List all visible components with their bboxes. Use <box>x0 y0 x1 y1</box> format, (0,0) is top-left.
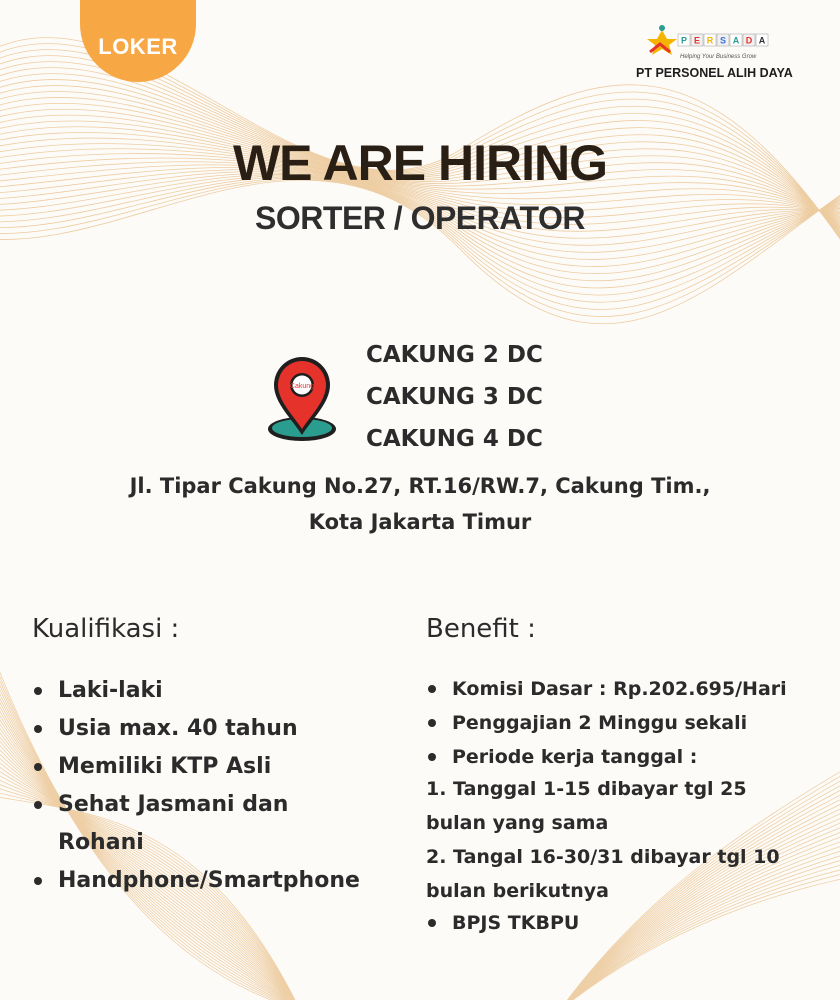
benefit-period-line: bulan berikutnya <box>426 880 609 902</box>
job-position: SORTER / OPERATOR <box>255 200 585 236</box>
benefit-period-line: bulan yang sama <box>426 812 609 834</box>
logo-letter: E <box>693 35 701 46</box>
location-item: CAKUNG 4 DC <box>366 426 543 452</box>
logo-letter: S <box>719 35 727 46</box>
logo-star-icon <box>647 25 677 55</box>
address-line: Jl. Tipar Cakung No.27, RT.16/RW.7, Cakung Tim., <box>129 474 711 498</box>
logo-letter: A <box>758 35 766 46</box>
location-pin-icon <box>262 355 342 447</box>
benefit-period-line: 2. Tangal 16-30/31 dibayar tgl 10 <box>426 846 780 868</box>
page-title: WE ARE HIRING <box>232 135 608 191</box>
qualification-item: Usia max. 40 tahun <box>32 710 412 748</box>
benefits-list <box>426 672 826 774</box>
logo-tagline: Helping Your Business Grow <box>680 54 757 60</box>
company-name: PT PERSONEL ALIH DAYA <box>636 66 793 80</box>
qualification-item: Laki-laki <box>32 672 412 710</box>
location-item: CAKUNG 3 DC <box>366 384 543 410</box>
logo-letter: R <box>706 35 714 46</box>
benefit-period-line: 1. Tanggal 1-15 dibayar tgl 25 <box>426 778 747 800</box>
qualifications-title: Kualifikasi : <box>32 614 180 644</box>
logo-letter: D <box>745 35 753 46</box>
benefit-item: Komisi Dasar : Rp.202.695/Hari <box>426 672 826 706</box>
pin-label: Cakung <box>289 383 315 390</box>
benefit-item: Periode kerja tanggal : <box>426 740 826 774</box>
address-line: Kota Jakarta Timur <box>308 510 532 534</box>
benefit-item: BPJS TKBPU <box>426 906 826 940</box>
qualification-continuation-text: Rohani <box>58 830 144 855</box>
logo-letter: A <box>732 35 740 46</box>
qualification-item: Handphone/Smartphone <box>32 862 412 900</box>
logo-letter: P <box>680 35 688 46</box>
benefits-list-extra <box>426 906 826 940</box>
location-item: CAKUNG 2 DC <box>366 342 543 368</box>
qualification-item: Sehat Jasmani dan <box>32 786 412 824</box>
qualification-item-continuation <box>32 824 412 862</box>
qualifications-list <box>32 672 412 900</box>
qualification-item: Memiliki KTP Asli <box>32 748 412 786</box>
benefits-title: Benefit : <box>426 614 536 644</box>
loker-label: LOKER <box>98 34 178 59</box>
benefit-item: Penggajian 2 Minggu sekali <box>426 706 826 740</box>
